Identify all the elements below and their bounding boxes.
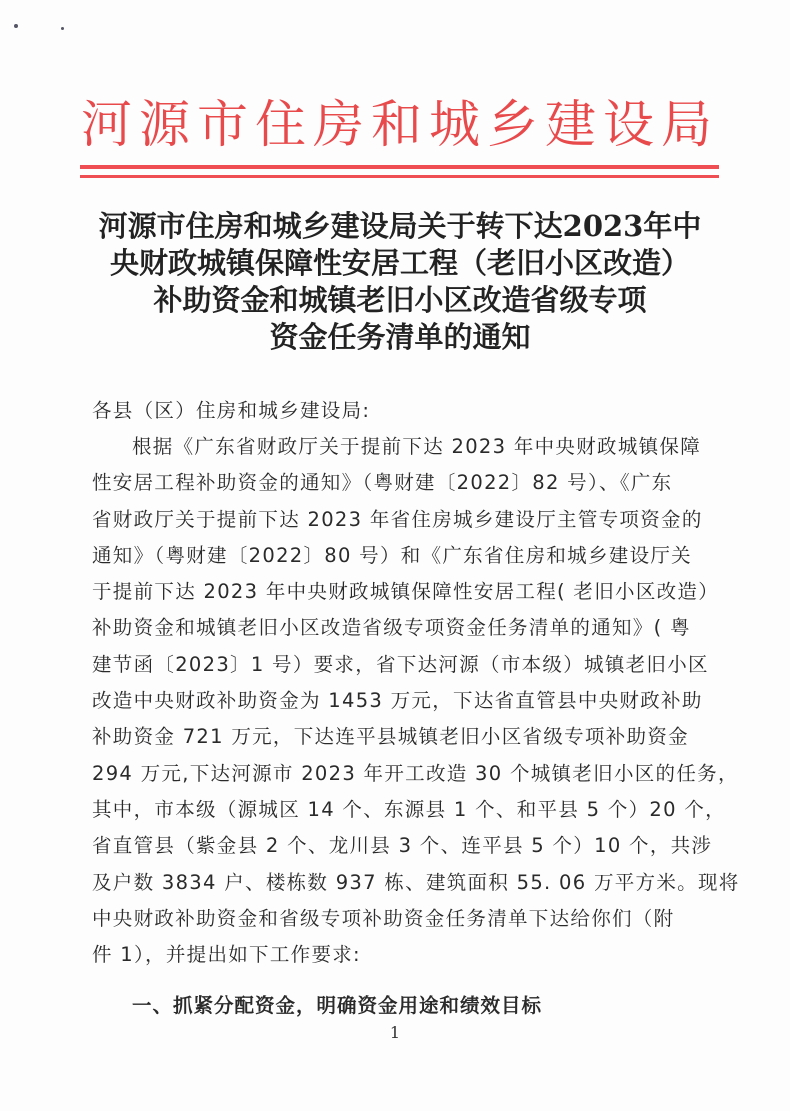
- title-line: 河源市住房和城乡建设局关于转下达2023年中: [98, 209, 702, 243]
- body-line: 其中，市本级（源城区 14 个、东源县 1 个、和平县 5 个）20 个，: [92, 797, 726, 821]
- body-line: 补助资金 721 万元，下达连平县城镇老旧小区省级专项补助资金: [92, 725, 689, 749]
- body-line: 中央财政补助资金和省级专项补助资金任务清单下达给你们（附: [92, 906, 675, 930]
- page-number: 1: [389, 1023, 401, 1042]
- body-line: 根据《广东省财政厅关于提前下达 2023 年中央财政城镇保障: [132, 435, 702, 458]
- body-line: 建节函〔2023〕1 号）要求，省下达河源（市本级）城镇老旧小区: [92, 652, 709, 676]
- salutation: 各县（区）住房和城乡建设局:: [92, 399, 371, 422]
- body-line: 改造中央财政补助资金为 1453 万元，下达省直管县中央财政补助: [92, 689, 703, 713]
- letterhead-red-rule-thick: [80, 165, 719, 169]
- body-line: 及户数 3834 户、楼栋数 937 栋、建筑面积 55. 06 万平方米。现将: [92, 870, 740, 894]
- body-line: 性安居工程补助资金的通知》（粤财建〔2022〕82 号）、《广东: [92, 471, 673, 495]
- title-line: 补助资金和城镇老旧小区改造省级专项: [153, 283, 647, 317]
- section-heading: 一、抓紧分配资金，明确资金用途和绩效目标: [132, 994, 543, 1017]
- document-title: [95, 208, 705, 356]
- title-line: 资金任务清单的通知: [269, 320, 531, 354]
- body-line: 通知》（粤财建〔2022〕80 号）和《广东省住房和城乡建设厅关: [92, 543, 692, 567]
- letterhead-org-name: 河源市住房和城乡建设局: [80, 96, 719, 155]
- body-line: 省直管县（紫金县 2 个、龙川县 3 个、连平县 5 个）10 个，共涉: [92, 834, 713, 858]
- title-line: 央财政城镇保障性安居工程（老旧小区改造）: [109, 246, 690, 280]
- body-line: 于提前下达 2023 年中央财政城镇保障性安居工程( 老旧小区改造）: [92, 580, 720, 604]
- body-line: 省财政厅关于提前下达 2023 年省住房城乡建设厅主管专项资金的: [92, 507, 703, 531]
- scan-speck: [14, 24, 18, 28]
- scan-speck: [61, 27, 64, 30]
- letterhead-red-rule-thin: [80, 175, 719, 178]
- body-line: 补助资金和城镇老旧小区改造省级专项资金任务清单的通知》( 粤: [92, 616, 691, 640]
- body-line: 294 万元,下达河源市 2023 年开工改造 30 个城镇老旧小区的任务，: [92, 761, 739, 785]
- body-paragraph: [92, 429, 740, 973]
- body-line: 件 1），并提出如下工作要求:: [92, 943, 361, 967]
